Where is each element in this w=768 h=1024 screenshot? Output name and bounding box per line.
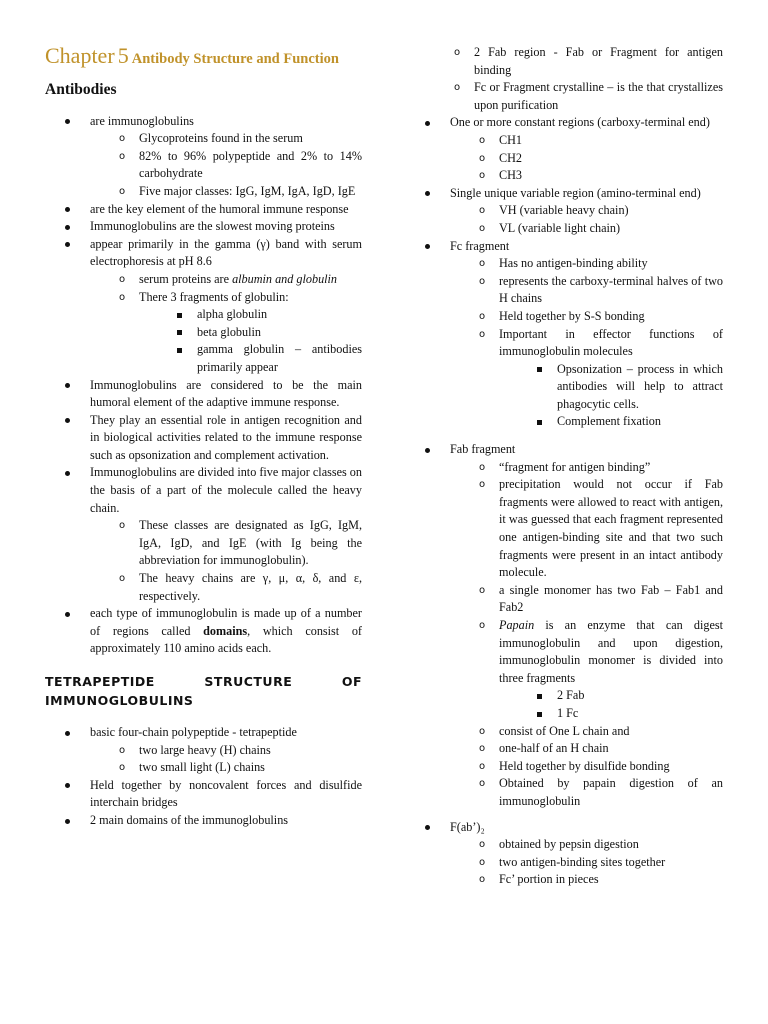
- list-item: o Important in effector functions of immunoglobulin molecules Opsonization – process in which antibodies will help to attract phagocytic cells. Complement fixation: [477, 326, 723, 432]
- list-item: Opsonization – process in which antibodies will help to attract phagocytic cells.: [537, 361, 723, 414]
- list-item: Single unique variable region (amino-terminal end) o VH (variable heavy chain) o VL (variable light chain): [405, 185, 723, 238]
- list-item: 1 Fc: [537, 705, 723, 723]
- list-item: are immunoglobulins o Glycoproteins found in the serum o 82% to 96% polypeptide and 2% to 14% carbohydrate o Five major classes: IgG, IgM, IgA, IgD, IgE: [45, 113, 362, 201]
- left-column: [45, 44, 362, 830]
- list-item: appear primarily in the gamma (γ) band with serum electrophoresis at pH 8.6 o serum proteins are albumin and globulin o There 3 fragments of globulin: alpha globulin beta globulin gamma globulin – antibodies primarily appear: [45, 236, 362, 377]
- list-item: o serum proteins are albumin and globulin: [119, 271, 338, 286]
- list-item: o Has no antigen-binding ability: [479, 256, 648, 271]
- list-item: o two large heavy (H) chains: [119, 742, 271, 757]
- chapter-title: [45, 44, 362, 71]
- list-item: Complement fixation: [537, 413, 723, 431]
- tetrapeptide-heading: TETRAPEPTIDE STRUCTURE OF IMMUNOGLOBULINS: [45, 674, 362, 708]
- list-item: Fc fragment o Has no antigen-binding ability o represents the carboxy-terminal halves of two H chains o Held together by S-S bonding o Important in effector functions of immunoglobulin molecules Opsonization – process in which antibodies will help to attract phagocytic cells. Complement fixation: [405, 238, 723, 432]
- list-item: Fab fragment o “fragment for antigen binding” o precipitation would not occur if Fab fragments were allowed to react with antigen, it was guessed that each fragment represented one antigen-binding site and that two such fragments were present in an intact antibody molecule. o a single monomer has two Fab – Fab1 and Fab2 o Papain is an enzyme that can digest immunoglobulin and upon digestion, immunoglobulin monomer is divided into three fragments 2 Fab 1 Fc o consist of One L chain and o one-half of an H chain o Held together by disulfide bonding o Obtained by papain digestion of an immunoglobulin: [405, 441, 723, 810]
- list-item: o CH3: [479, 168, 523, 183]
- list-item: 2 main domains of the immunoglobulins: [45, 812, 362, 830]
- list-item: gamma globulin – antibodies primarily appear: [177, 341, 362, 376]
- list-item: o obtained by pepsin digestion: [479, 837, 639, 852]
- list-item: o CH2: [479, 150, 523, 165]
- list-item: Held together by noncovalent forces and disulfide interchain bridges: [45, 777, 362, 812]
- chapter-word: Chapter: [45, 43, 115, 68]
- list-item: o 2 Fab region - Fab or Fragment for antigen binding: [454, 45, 723, 77]
- list-item: o one-half of an H chain: [479, 741, 609, 756]
- list-item: o a single monomer has two Fab – Fab1 and Fab2: [479, 582, 723, 615]
- list-item: o Fc or Fragment crystalline – is the that crystallizes upon purification: [454, 80, 723, 112]
- list-item: o “fragment for antigen binding”: [479, 459, 651, 474]
- list-item: o Papain is an enzyme that can digest immunoglobulin and upon digestion, immunoglobulin monomer is divided into three fragments 2 Fab 1 Fc: [477, 617, 723, 723]
- list-item: each type of immunoglobulin is made up of a number of regions called domains, which consist of approximately 110 amino acids each.: [45, 605, 362, 658]
- list-item: Immunoglobulins are considered to be the main humoral element of the adaptive immune response.: [45, 377, 362, 412]
- list-item: o These classes are designated as IgG, IgM, IgA, IgD, and IgE (with Ig being the abbreviation for immunoglobulin).: [119, 518, 362, 568]
- antibodies-list: [45, 113, 362, 658]
- list-item: o VL (variable light chain): [479, 220, 621, 235]
- list-item: One or more constant regions (carboxy-terminal end) o CH1 o CH2 o CH3: [405, 114, 723, 184]
- right-column: [425, 44, 723, 889]
- list-item: o 82% to 96% polypeptide and 2% to 14% carbohydrate: [119, 148, 362, 181]
- list-item: basic four-chain polypeptide - tetrapeptide o two large heavy (H) chains o two small light (L) chains: [45, 724, 362, 777]
- fab-fc-list: [452, 44, 723, 114]
- list-item: o consist of One L chain and: [479, 723, 630, 738]
- list-item: o Held together by S-S bonding: [479, 308, 645, 323]
- list-item: 2 Fab: [537, 687, 723, 705]
- tetrapeptide-list: [45, 724, 362, 830]
- list-item: alpha globulin: [177, 306, 362, 324]
- list-item: o Held together by disulfide bonding: [479, 758, 670, 773]
- list-item: are the key element of the humoral immune response: [45, 201, 362, 219]
- antibodies-heading: Antibodies: [45, 81, 117, 98]
- list-item: o Obtained by papain digestion of an immunoglobulin: [479, 776, 723, 808]
- list-item: o Five major classes: IgG, IgM, IgA, IgD, IgE: [119, 183, 356, 198]
- list-item: o Fc’ portion in pieces: [479, 872, 599, 887]
- list-item: o The heavy chains are γ, μ, α, δ, and ε, respectively.: [119, 571, 362, 603]
- list-item: o represents the carboxy-terminal halves of two H chains: [479, 273, 723, 306]
- list-item: o precipitation would not occur if Fab fragments were allowed to react with antigen, it was guessed that each fragment represented one antigen-binding site and that two such fragments were present in an intact antibody molecule.: [479, 477, 723, 580]
- list-item: Immunoglobulins are divided into five major classes on the basis of a part of the molecule called the heavy chain. o These classes are designated as IgG, IgM, IgA, IgD, and IgE (with Ig being the abbreviation for immunoglobulin). o The heavy chains are γ, μ, α, δ, and ε, respectively.: [45, 464, 362, 605]
- list-item: Immunoglobulins are the slowest moving proteins: [45, 218, 362, 236]
- list-item: They play an essential role in antigen recognition and in biological activities related to the immune response such as opsonization and complement activation.: [45, 412, 362, 465]
- list-item: F(ab’)₂ o obtained by pepsin digestion o two antigen-binding sites together o Fc’ portion in pieces: [405, 819, 723, 889]
- list-item: beta globulin: [177, 324, 362, 342]
- list-item: o Glycoproteins found in the serum: [119, 131, 303, 146]
- list-item: o CH1: [479, 132, 523, 147]
- regions-list: [405, 114, 723, 889]
- chapter-number: 5: [117, 43, 129, 68]
- chapter-subtitle: Antibody Structure and Function: [131, 51, 339, 67]
- list-item: o two antigen-binding sites together: [479, 854, 666, 869]
- list-item: o VH (variable heavy chain): [479, 203, 629, 218]
- list-item: o two small light (L) chains: [119, 760, 265, 775]
- list-item: o There 3 fragments of globulin: alpha globulin beta globulin gamma globulin – antibodies primarily appear: [117, 289, 362, 377]
